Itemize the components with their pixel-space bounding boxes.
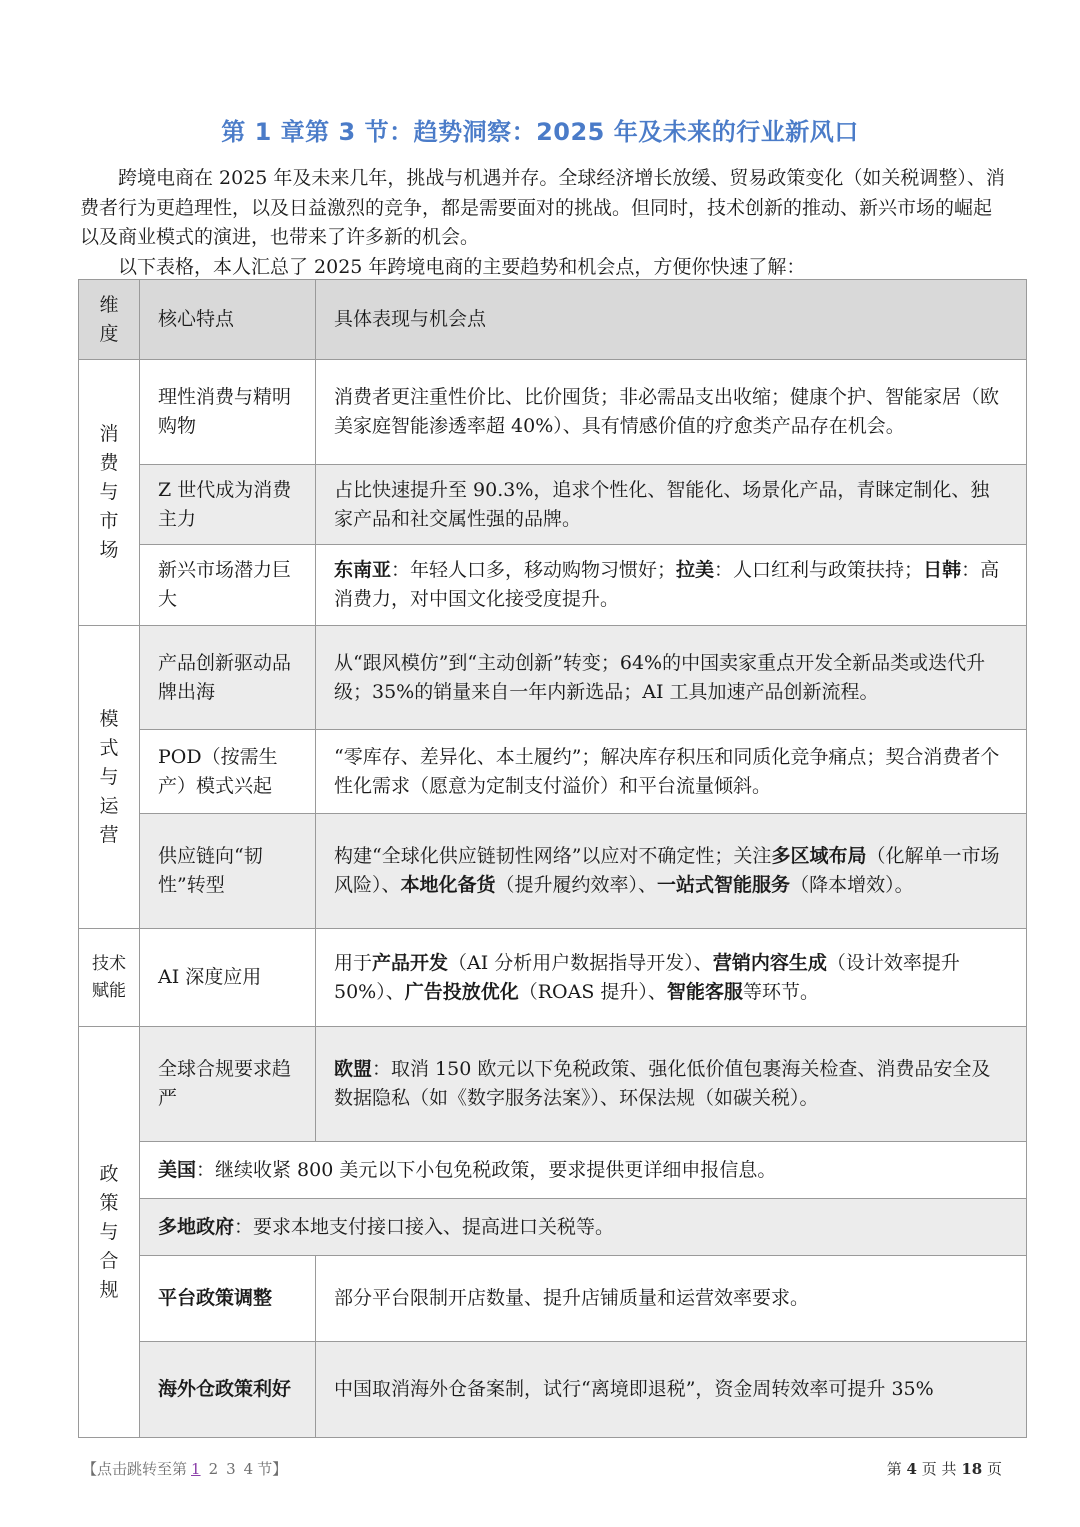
table-row [79, 626, 1027, 730]
section-link-1[interactable]: 1 [191, 1460, 201, 1478]
table-row [79, 1027, 1027, 1142]
detail-cell: 多地政府：要求本地支付接口接入、提高进口关税等。 [140, 1199, 1027, 1256]
section-link-2[interactable]: 2 [208, 1460, 219, 1478]
table-row [79, 545, 1027, 626]
table-row [79, 1199, 1027, 1256]
feature-cell: 海外仓政策利好 [140, 1342, 316, 1438]
feature-cell: 平台政策调整 [140, 1256, 316, 1342]
feature-cell: 产品创新驱动品牌出海 [140, 626, 316, 730]
group-policy-compliance: 政策与合规 [79, 1027, 140, 1438]
feature-cell: 理性消费与精明购物 [140, 360, 316, 465]
section-navigation: 【点击跳转至第 1 2 3 4 节】 [82, 1460, 288, 1478]
trends-table [78, 279, 1027, 1438]
detail-cell: 占比快速提升至 90.3%，追求个性化、智能化、场景化产品，青睐定制化、独家产品和社交属性强的品牌。 [316, 465, 1027, 545]
detail-cell: 消费者更注重性价比、比价囤货；非必需品支出收缩；健康个护、智能家居（欧美家庭智能渗透率超 40%）、具有情感价值的疗愈类产品存在机会。 [316, 360, 1027, 465]
table-row [79, 730, 1027, 814]
detail-cell: 中国取消海外仓备案制，试行“离境即退税”，资金周转效率可提升 35% [316, 1342, 1027, 1438]
group-consumer-market: 消费与市场 [79, 360, 140, 626]
feature-cell: POD（按需生产）模式兴起 [140, 730, 316, 814]
table-row [79, 360, 1027, 465]
header-dimension: 维度 [79, 280, 140, 360]
group-tech-enablement: 技术赋能 [79, 929, 140, 1027]
table-row [79, 1342, 1027, 1438]
table-row [79, 929, 1027, 1027]
feature-cell: 全球合规要求趋严 [140, 1027, 316, 1142]
header-feature: 核心特点 [140, 280, 316, 360]
detail-cell: 构建“全球化供应链韧性网络”以应对不确定性；关注多区域布局（化解单一市场风险）、本地化备货（提升履约效率）、一站式智能服务（降本增效）。 [316, 814, 1027, 929]
table-row [79, 1256, 1027, 1342]
intro-paragraph-1: 跨境电商在 2025 年及未来几年，挑战与机遇并存。全球经济增长放缓、贸易政策变化（如关税调整）、消费者行为更趋理性，以及日益激烈的竞争，都是需要面对的挑战。但同时，技术创新的推动、新兴市场的崛起以及商业模式的演进，也带来了许多新的机会。 [80, 167, 1005, 248]
detail-cell: 部分平台限制开店数量、提升店铺质量和运营效率要求。 [316, 1256, 1027, 1342]
intro-paragraph-2: 以下表格，本人汇总了 2025 年跨境电商的主要趋势和机会点，方便你快速了解： [118, 255, 806, 278]
group-model-operation: 模式与运营 [79, 626, 140, 929]
table-header-row [79, 280, 1027, 360]
detail-cell: “零库存、差异化、本土履约”；解决库存积压和同质化竞争痛点；契合消费者个性化需求（愿意为定制支付溢价）和平台流量倾斜。 [316, 730, 1027, 814]
detail-cell: 用于产品开发（AI 分析用户数据指导开发）、营销内容生成（设计效率提升 50%）、广告投放优化（ROAS 提升）、智能客服等环节。 [316, 929, 1027, 1027]
page-number: 第 4 页 共 18 页 [886, 1460, 1002, 1478]
detail-cell: 美国：继续收紧 800 美元以下小包免税政策，要求提供更详细申报信息。 [140, 1142, 1027, 1199]
feature-cell: 供应链向“韧性”转型 [140, 814, 316, 929]
feature-cell: Z 世代成为消费主力 [140, 465, 316, 545]
table-row [79, 465, 1027, 545]
table-row [79, 1142, 1027, 1199]
detail-cell: 从“跟风模仿”到“主动创新”转变；64%的中国卖家重点开发全新品类或迭代升级；35%的销量来自一年内新选品；AI 工具加速产品创新流程。 [316, 626, 1027, 730]
header-detail: 具体表现与机会点 [316, 280, 1027, 360]
page-title: 第 1 章第 3 节：趋势洞察：2025 年及未来的行业新风口 [221, 118, 859, 146]
feature-cell: AI 深度应用 [140, 929, 316, 1027]
feature-cell: 新兴市场潜力巨大 [140, 545, 316, 626]
table-row [79, 814, 1027, 929]
section-link-4[interactable]: 4 [243, 1460, 254, 1478]
section-link-3[interactable]: 3 [226, 1460, 236, 1478]
intro-paragraphs [80, 164, 1005, 282]
detail-cell: 东南亚：年轻人口多，移动购物习惯好；拉美：人口红利与政策扶持；日韩：高消费力，对中国文化接受度提升。 [316, 545, 1027, 626]
detail-cell: 欧盟：取消 150 欧元以下免税政策、强化低价值包裹海关检查、消费品安全及数据隐私（如《数字服务法案》）、环保法规（如碳关税）。 [316, 1027, 1027, 1142]
